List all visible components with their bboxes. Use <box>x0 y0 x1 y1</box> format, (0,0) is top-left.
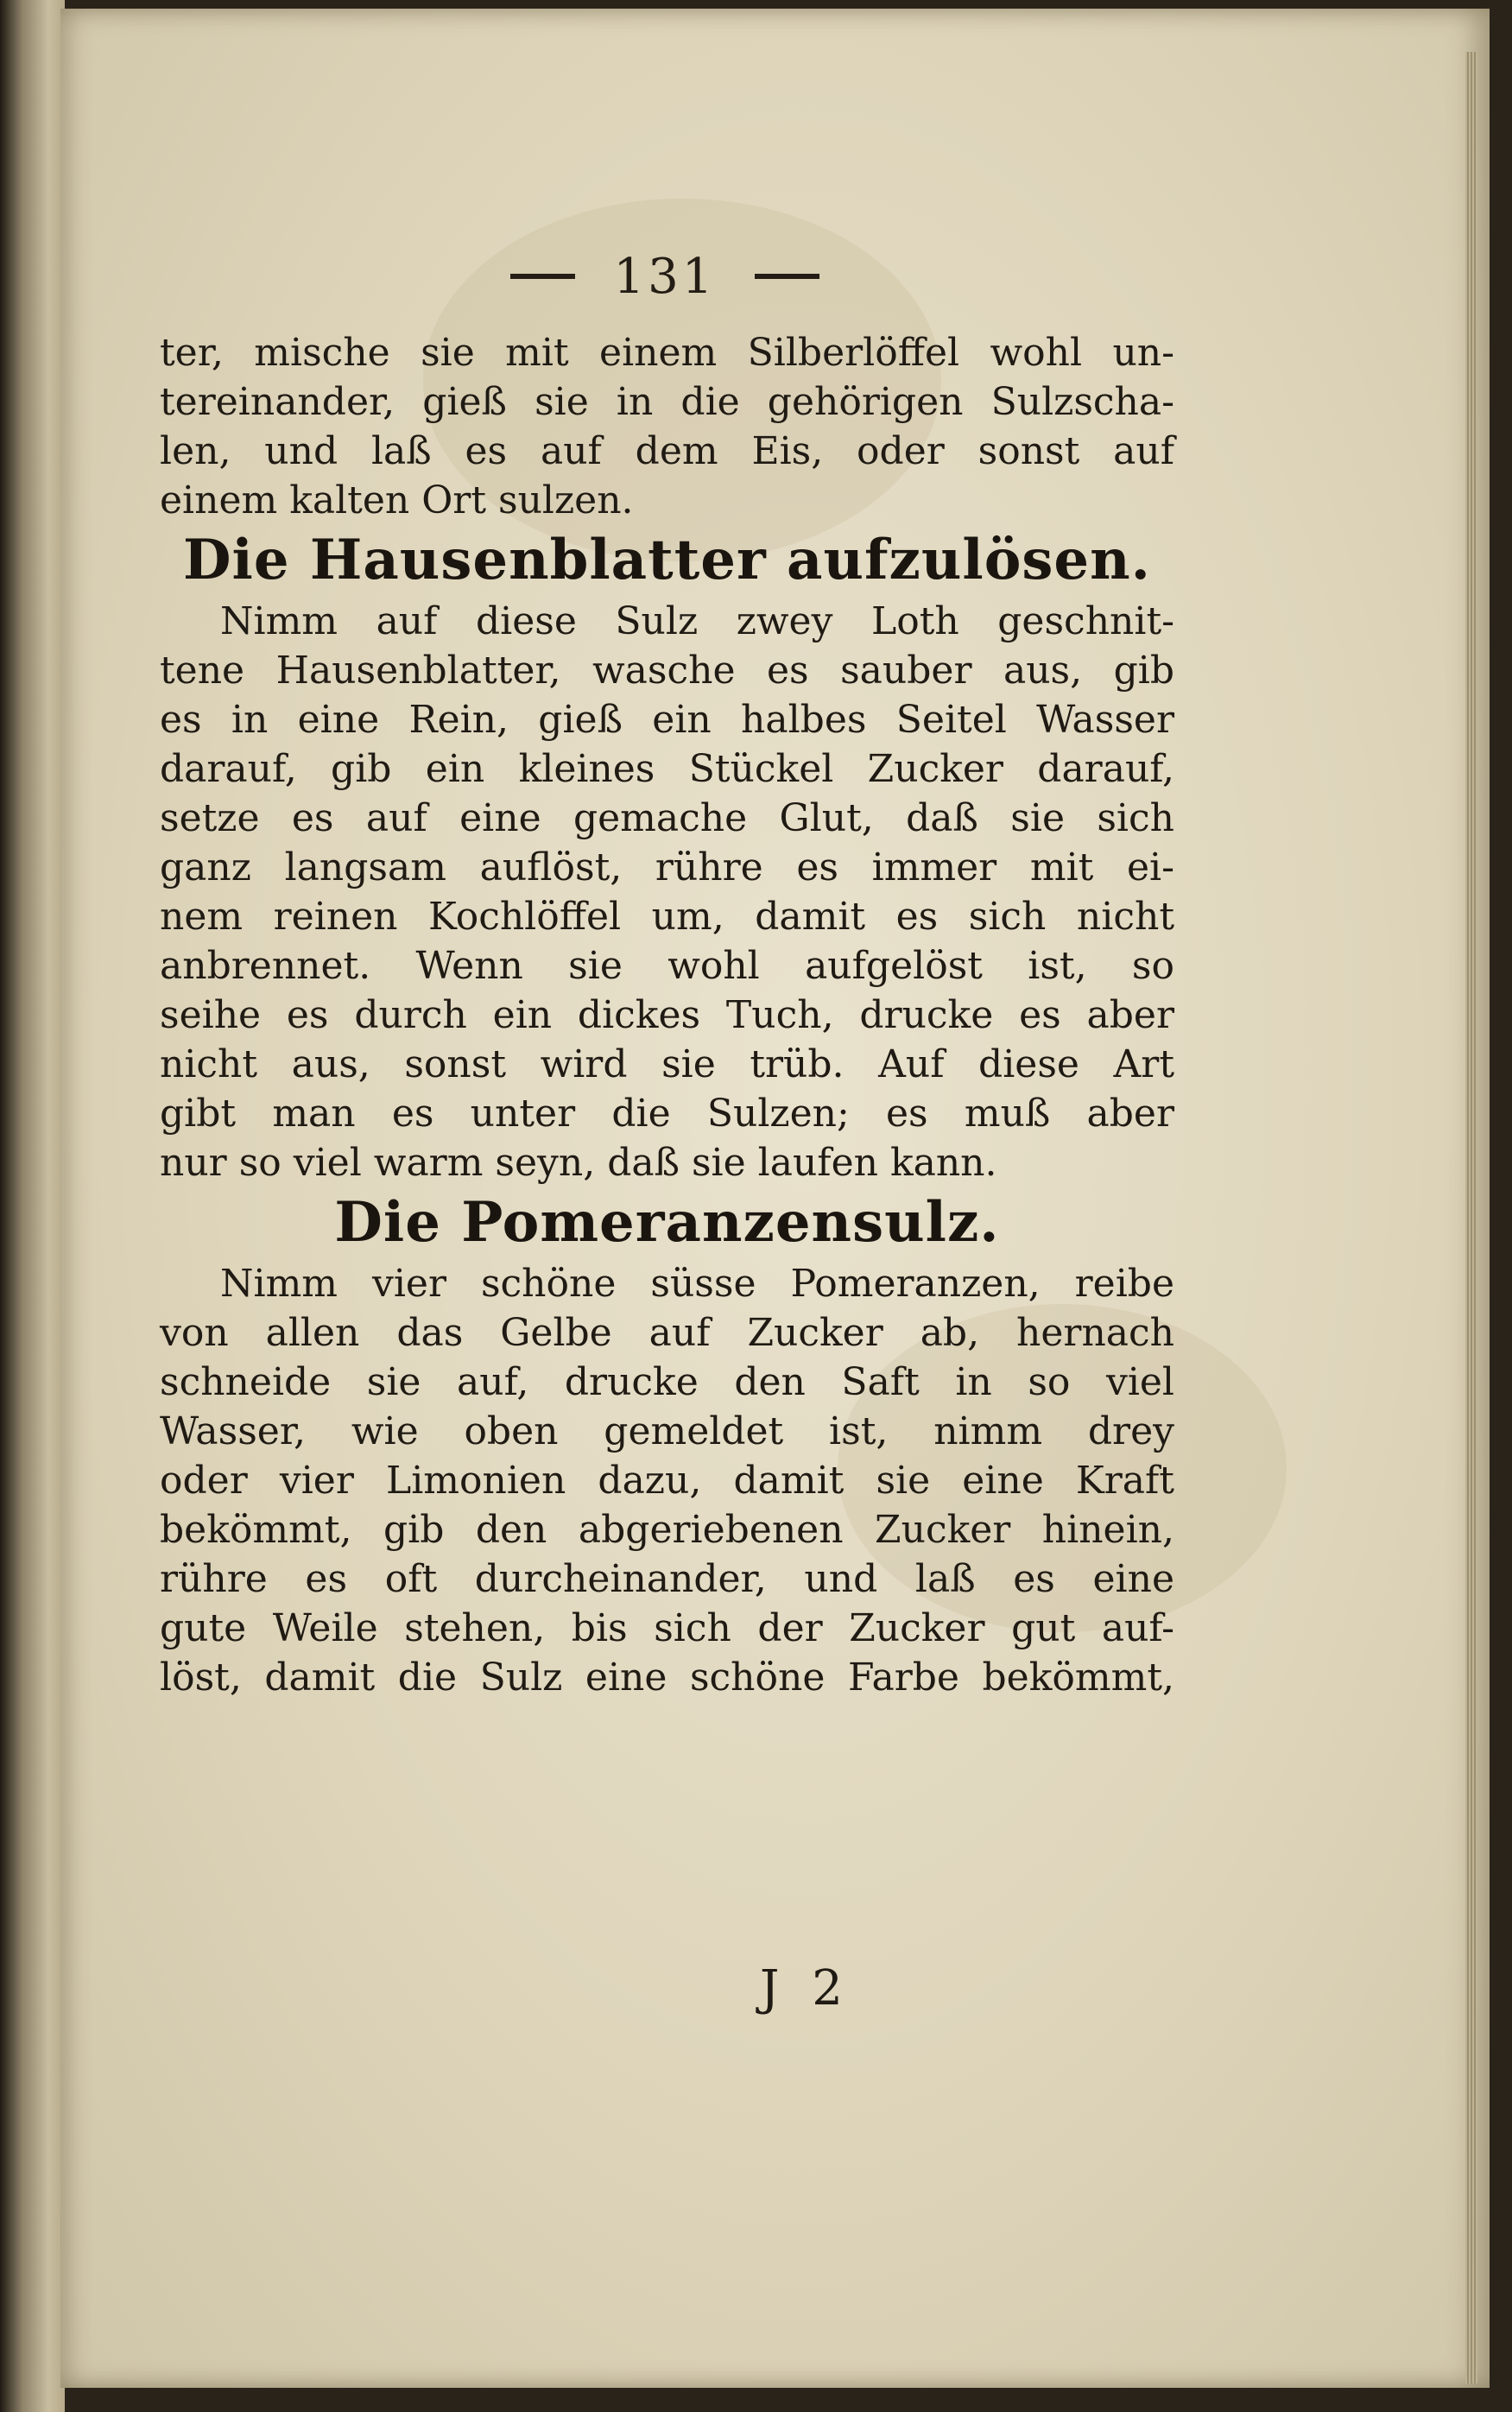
facing-page-edge <box>0 0 65 2412</box>
section-heading-pomeranzensulz: Die Pomeranzensulz. <box>334 1190 1000 1255</box>
header-dash-right <box>755 274 819 279</box>
text-line: einem kalten Ort sulzen. <box>160 478 634 522</box>
text-line: tereinander, gieß sie in die gehörigen Sulzscha- <box>160 380 1174 424</box>
text-line: löst, damit die Sulz eine schöne Farbe bekömmt, <box>160 1655 1174 1700</box>
text-line: oder vier Limonien dazu, damit sie eine Kraft <box>160 1459 1174 1503</box>
body-text <box>160 328 1174 1702</box>
text-line: es in eine Rein, gieß ein halbes Seitel Wasser <box>160 698 1174 742</box>
page-header <box>484 242 846 311</box>
text-line: ter, mische sie mit einem Silberlöffel wohl un- <box>160 331 1174 375</box>
page-number: 131 <box>613 248 717 305</box>
text-line: seihe es durch ein dickes Tuch, drucke es aber <box>160 993 1174 1037</box>
text-line: len, und laß es auf dem Eis, oder sonst auf <box>160 429 1174 473</box>
paragraph-continuation <box>160 328 1174 525</box>
text-line: schneide sie auf, drucke den Saft in so viel <box>160 1360 1174 1404</box>
text-line: nicht aus, sonst wird sie trüb. Auf diese Art <box>160 1042 1174 1086</box>
text-line: gute Weile stehen, bis sich der Zucker gut auf- <box>160 1606 1174 1650</box>
text-line: von allen das Gelbe auf Zucker ab, hernach <box>160 1311 1174 1355</box>
text-line: ganz langsam auflöst, rühre es immer mit ei- <box>160 845 1174 889</box>
signature-mark: J 2 <box>760 1960 851 2016</box>
text-line: gibt man es unter die Sulzen; es muß aber <box>160 1092 1174 1136</box>
text-line: setze es auf eine gemache Glut, daß sie sich <box>160 796 1174 840</box>
text-line: anbrennet. Wenn sie wohl aufgelöst ist, so <box>160 944 1174 988</box>
text-line: nem reinen Kochlöffel um, damit es sich nicht <box>160 895 1174 939</box>
header-dash-left <box>510 274 575 279</box>
text-line: Wasser, wie oben gemeldet ist, nimm drey <box>160 1409 1174 1453</box>
text-line: bekömmt, gib den abgeriebenen Zucker hinein, <box>160 1508 1174 1552</box>
text-line: darauf, gib ein kleines Stückel Zucker darauf, <box>160 747 1174 791</box>
text-line: rühre es oft durcheinander, und laß es eine <box>160 1557 1174 1601</box>
page-edges <box>1465 52 1477 2384</box>
text-line: tene Hausenblatter, wasche es sauber aus, gib <box>160 649 1174 693</box>
section-heading-hausenblatter: Die Hausenblatter aufzulösen. <box>183 528 1151 592</box>
text-line: nur so viel warm seyn, daß sie laufen kann. <box>160 1141 997 1185</box>
text-line: Nimm vier schöne süsse Pomeranzen, reibe <box>220 1262 1174 1306</box>
paragraph-pomeranzensulz <box>160 1259 1174 1702</box>
paragraph-hausenblatter <box>160 597 1174 1187</box>
text-line: Nimm auf diese Sulz zwey Loth geschnit- <box>220 599 1174 643</box>
